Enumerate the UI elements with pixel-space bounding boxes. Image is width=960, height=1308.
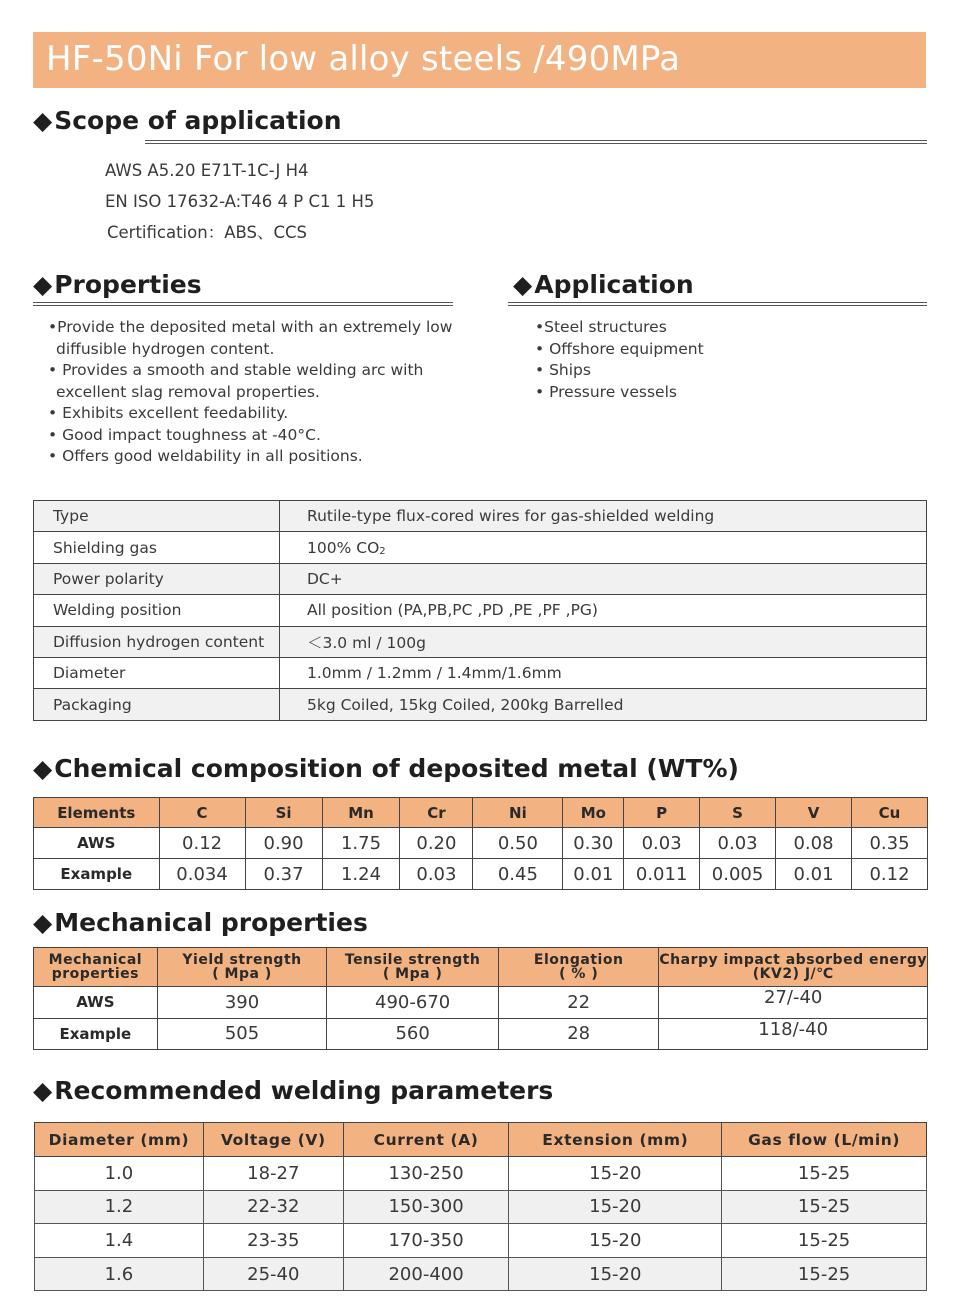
diamond-icon: ◆ bbox=[33, 1076, 53, 1105]
column-header: Cr bbox=[400, 798, 473, 828]
column-header: V bbox=[776, 798, 852, 828]
spec-key: Power polarity bbox=[34, 563, 280, 594]
list-item: • Good impact toughness at -40°C. bbox=[48, 425, 321, 444]
spec-key: Diffusion hydrogen content bbox=[34, 626, 280, 657]
chemical-heading: ◆Chemical composition of deposited metal (WT%) bbox=[33, 754, 739, 783]
table-cell: 22-32 bbox=[203, 1190, 343, 1224]
list-item: • Ships bbox=[535, 361, 591, 379]
table-cell: 1.24 bbox=[322, 859, 400, 890]
table-cell: 0.30 bbox=[563, 828, 624, 859]
column-header: Mn bbox=[322, 798, 400, 828]
mechanical-heading: ◆Mechanical properties bbox=[33, 908, 368, 937]
spec-key: Welding position bbox=[34, 595, 280, 626]
spec-value: 1.0mm / 1.2mm / 1.4mm/1.6mm bbox=[280, 657, 927, 688]
diamond-icon: ◆ bbox=[33, 908, 53, 937]
table-row bbox=[35, 1157, 927, 1191]
list-item: • Provides a smooth and stable welding arc with bbox=[48, 361, 424, 379]
column-header: Mechanical properties bbox=[34, 948, 158, 987]
table-cell: 0.20 bbox=[400, 828, 473, 859]
table-cell: 0.011 bbox=[624, 859, 700, 890]
title-banner bbox=[33, 32, 926, 88]
column-header: Elongation ( % ) bbox=[498, 948, 658, 987]
table-cell: 0.37 bbox=[245, 859, 322, 890]
table-cell: 0.50 bbox=[473, 828, 563, 859]
list-item: •Provide the deposited metal with an extremely low bbox=[48, 318, 453, 336]
column-header: Si bbox=[245, 798, 322, 828]
table-cell: 15-20 bbox=[509, 1190, 722, 1224]
scope-heading: ◆Scope of application bbox=[33, 106, 342, 135]
spec-key: Shielding gas bbox=[34, 532, 280, 563]
table-cell: 118/-40 bbox=[659, 1018, 928, 1050]
column-header: Cu bbox=[851, 798, 927, 828]
list-item: • Exhibits excellent feedability. bbox=[48, 404, 289, 422]
table-row bbox=[34, 532, 927, 563]
table-row bbox=[34, 501, 927, 532]
diamond-icon: ◆ bbox=[33, 270, 53, 299]
spec-value: DC+ bbox=[280, 563, 927, 594]
table-cell: 23-35 bbox=[203, 1224, 343, 1258]
table-row bbox=[35, 1257, 927, 1291]
table-cell: 0.08 bbox=[776, 828, 852, 859]
diamond-icon: ◆ bbox=[513, 270, 533, 299]
diamond-icon: ◆ bbox=[33, 106, 53, 135]
table-cell: 390 bbox=[157, 987, 327, 1019]
table-cell: 0.12 bbox=[159, 828, 245, 859]
welding-table bbox=[34, 1122, 927, 1291]
spec-value: All position (PA,PB,PC ,PD ,PE ,PF ,PG) bbox=[280, 595, 927, 626]
table-cell: 28 bbox=[498, 1018, 658, 1050]
column-header: P bbox=[624, 798, 700, 828]
table-cell: 25-40 bbox=[203, 1257, 343, 1291]
table-cell: 0.35 bbox=[851, 828, 927, 859]
column-header: C bbox=[159, 798, 245, 828]
column-header: Extension (mm) bbox=[509, 1123, 722, 1157]
table-header-row bbox=[34, 798, 928, 828]
table-cell: 0.03 bbox=[400, 859, 473, 890]
table-cell: 15-25 bbox=[722, 1224, 927, 1258]
row-label: Example bbox=[34, 859, 160, 890]
spec-table bbox=[33, 500, 927, 721]
table-cell: 560 bbox=[327, 1018, 499, 1050]
scope-line: AWS A5.20 E71T-1C-J H4 bbox=[105, 161, 309, 180]
application-rule bbox=[508, 302, 927, 306]
column-header: Charpy impact absorbed energy (KV2) J/℃ bbox=[659, 948, 928, 987]
table-cell: 0.01 bbox=[776, 859, 852, 890]
list-item: excellent slag removal properties. bbox=[56, 382, 320, 401]
column-header: Voltage (V) bbox=[203, 1123, 343, 1157]
table-cell: 0.12 bbox=[851, 859, 927, 890]
spec-value: ＜3.0 ml / 100g bbox=[280, 626, 927, 657]
application-heading: ◆Application bbox=[513, 270, 694, 299]
table-row bbox=[34, 859, 928, 890]
chemical-table bbox=[33, 797, 928, 890]
row-label: AWS bbox=[34, 828, 160, 859]
table-row bbox=[34, 987, 928, 1019]
table-row bbox=[35, 1224, 927, 1258]
application-list bbox=[535, 317, 704, 403]
column-header: Diameter (mm) bbox=[35, 1123, 204, 1157]
table-header-row bbox=[34, 948, 928, 987]
row-label: AWS bbox=[34, 987, 158, 1019]
column-header: Mo bbox=[563, 798, 624, 828]
list-item: • Offshore equipment bbox=[535, 339, 704, 358]
column-header: Elements bbox=[34, 798, 160, 828]
table-cell: 170-350 bbox=[343, 1224, 509, 1258]
table-cell: 27/-40 bbox=[659, 987, 928, 1019]
table-cell: 15-20 bbox=[509, 1224, 722, 1258]
table-row bbox=[34, 657, 927, 688]
table-cell: 1.0 bbox=[35, 1157, 204, 1191]
table-cell: 0.005 bbox=[700, 859, 776, 890]
table-cell: 15-25 bbox=[722, 1190, 927, 1224]
table-cell: 0.03 bbox=[624, 828, 700, 859]
table-row bbox=[35, 1190, 927, 1224]
column-header: Tensile strength ( Mpa ) bbox=[327, 948, 499, 987]
table-row bbox=[34, 626, 927, 657]
properties-heading: ◆Properties bbox=[33, 270, 202, 299]
table-cell: 15-25 bbox=[722, 1157, 927, 1191]
list-item: • Offers good weldability in all positions. bbox=[48, 447, 363, 465]
table-cell: 1.4 bbox=[35, 1224, 204, 1258]
column-header: S bbox=[700, 798, 776, 828]
table-cell: 0.034 bbox=[159, 859, 245, 890]
spec-value: 100% CO2 bbox=[280, 532, 927, 563]
table-cell: 130-250 bbox=[343, 1157, 509, 1191]
spec-key: Diameter bbox=[34, 657, 280, 688]
properties-rule bbox=[33, 302, 453, 306]
column-header: Gas flow (L/min) bbox=[722, 1123, 927, 1157]
table-cell: 18-27 bbox=[203, 1157, 343, 1191]
table-cell: 22 bbox=[498, 987, 658, 1019]
table-cell: 15-25 bbox=[722, 1257, 927, 1291]
properties-list bbox=[48, 317, 452, 468]
list-item: • Pressure vessels bbox=[535, 382, 677, 401]
spec-value: Rutile-type flux-cored wires for gas-shielded welding bbox=[280, 501, 927, 532]
column-header: Yield strength ( Mpa ) bbox=[157, 948, 327, 987]
spec-value: 5kg Coiled, 15kg Coiled, 200kg Barrelled bbox=[280, 689, 927, 720]
table-cell: 200-400 bbox=[343, 1257, 509, 1291]
table-cell: 15-20 bbox=[509, 1257, 722, 1291]
table-cell: 0.01 bbox=[563, 859, 624, 890]
table-cell: 1.2 bbox=[35, 1190, 204, 1224]
spec-key: Packaging bbox=[34, 689, 280, 720]
table-cell: 505 bbox=[157, 1018, 327, 1050]
page-title: HF-50Ni For low alloy steels /490MPa bbox=[46, 39, 681, 79]
scope-rule bbox=[145, 140, 927, 144]
table-cell: 1.75 bbox=[322, 828, 400, 859]
table-row bbox=[34, 595, 927, 626]
table-row bbox=[34, 828, 928, 859]
list-item: •Steel structures bbox=[535, 318, 667, 336]
table-cell: 15-20 bbox=[509, 1157, 722, 1191]
scope-line: Certification：ABS、CCS bbox=[107, 223, 307, 242]
diamond-icon: ◆ bbox=[33, 754, 53, 783]
list-item: diffusible hydrogen content. bbox=[56, 339, 275, 358]
table-cell: 490-670 bbox=[327, 987, 499, 1019]
table-header-row bbox=[35, 1123, 927, 1157]
column-header: Current (A) bbox=[343, 1123, 509, 1157]
table-cell: 150-300 bbox=[343, 1190, 509, 1224]
table-cell: 0.03 bbox=[700, 828, 776, 859]
table-row bbox=[34, 563, 927, 594]
table-cell: 0.45 bbox=[473, 859, 563, 890]
table-row bbox=[34, 689, 927, 720]
table-row bbox=[34, 1018, 928, 1050]
welding-heading: ◆Recommended welding parameters bbox=[33, 1076, 554, 1105]
table-cell: 0.90 bbox=[245, 828, 322, 859]
table-cell: 1.6 bbox=[35, 1257, 204, 1291]
scope-line: EN ISO 17632-A:T46 4 P C1 1 H5 bbox=[105, 192, 375, 211]
spec-key: Type bbox=[34, 501, 280, 532]
mechanical-table bbox=[33, 947, 928, 1050]
scope-standards bbox=[105, 155, 374, 248]
column-header: Ni bbox=[473, 798, 563, 828]
row-label: Example bbox=[34, 1018, 158, 1050]
